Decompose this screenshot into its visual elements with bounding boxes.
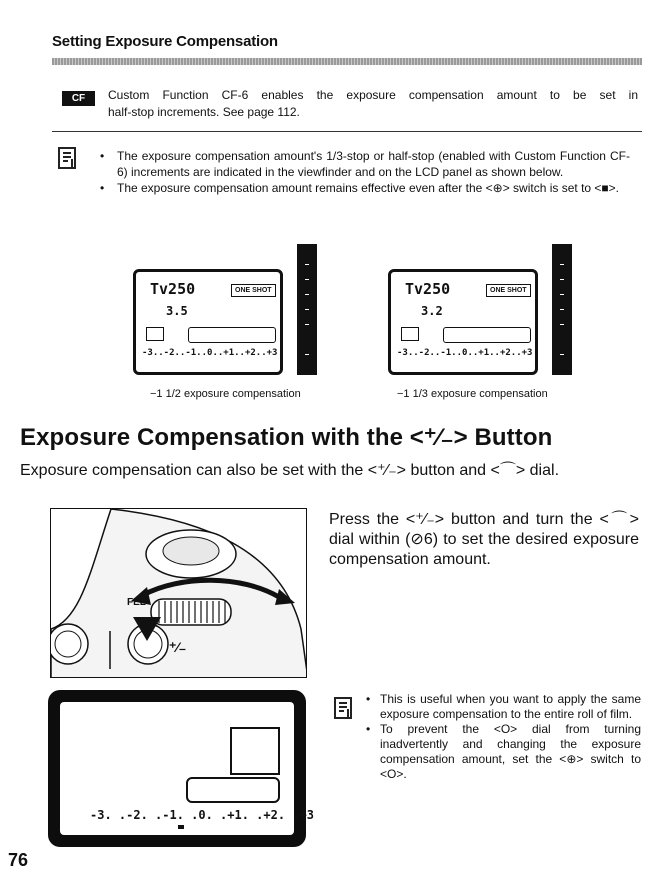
compensation-symbol: ⁺⁄₋ [169, 639, 187, 655]
notes-top [100, 148, 630, 196]
note-item: • The exposure compensation amount's 1/3-stop or half-stop (enabled with Custom Function CF-6) increments are indicated in the viewfinder and on the LCD panel as shown below. [100, 148, 630, 180]
section-title: Exposure Compensation with the <⁺⁄₋> Button [20, 424, 553, 451]
exposure-scale: -3..-2..-1..0..+1..+2..+3 [142, 348, 278, 358]
lcd-panel-right [388, 269, 538, 375]
section-header: Setting Exposure Compensation [52, 33, 278, 50]
viewfinder-bar-right [552, 244, 572, 375]
viewfinder-screen [60, 702, 314, 835]
cf-badge: CF [62, 91, 95, 106]
cf-note-line1: Custom Function CF-6 enables the exposure compensation amount to be set in [108, 88, 638, 102]
lcd-frame-counter [188, 327, 276, 343]
lcd-aperture-readout: 3.5 [166, 304, 188, 318]
page-number: 76 [8, 850, 29, 870]
note-icon [58, 147, 76, 169]
section-intro: Exposure compensation can also be set with the <⁺⁄₋> button and <⌒> dial. [20, 462, 560, 479]
viewfinder-display [48, 690, 314, 847]
lcd-frame-counter [443, 327, 531, 343]
viewfinder-bar-left [297, 244, 317, 375]
note-item: • To prevent the <O> dial from turning inadvertently and changing the exposure compensation amount, set the <⊕> switch to <O>. [366, 722, 641, 782]
divider [52, 131, 642, 132]
lcd-shutter-readout: Tv250 [405, 280, 451, 298]
one-shot-indicator: ONE SHOT [231, 284, 276, 297]
metering-icon [146, 327, 164, 341]
caption-left: −1 1/2 exposure compensation [150, 388, 301, 400]
cf-note-text [108, 87, 638, 121]
viewfinder-exposure-scale: -3. .-2. .-1. .0. .+1. .+2. .+3 [90, 808, 314, 822]
cf-note-line2: half-stop increments. See page 112. [108, 105, 300, 119]
header-rule [52, 58, 642, 65]
compensation-marker [178, 825, 184, 829]
camera-illustration [50, 508, 307, 678]
notes-bottom [366, 692, 641, 782]
step-instruction: Press the <⁺⁄₋> button and turn the <⌒> dial within (⊘6) to set the desired exposure compensation amount. [329, 511, 639, 568]
lcd-panel-left [133, 269, 283, 375]
note-item: • This is useful when you want to apply the same exposure compensation to the entire roll of film. [366, 692, 641, 722]
metering-icon [401, 327, 419, 341]
exposure-scale: -3..-2..-1..0..+1..+2..+3 [397, 348, 533, 358]
lcd-aperture-readout: 3.2 [421, 304, 443, 318]
fe-lock-label: FEL [127, 597, 146, 608]
note-icon [334, 697, 352, 719]
one-shot-indicator: ONE SHOT [486, 284, 531, 297]
note-item: • The exposure compensation amount remains effective even after the <⊕> switch is set to <■>. [100, 180, 630, 196]
viewfinder-box-top [230, 727, 280, 775]
lcd-shutter-readout: Tv250 [150, 280, 196, 298]
viewfinder-box-bottom [186, 777, 280, 803]
caption-right: −1 1/3 exposure compensation [397, 388, 548, 400]
